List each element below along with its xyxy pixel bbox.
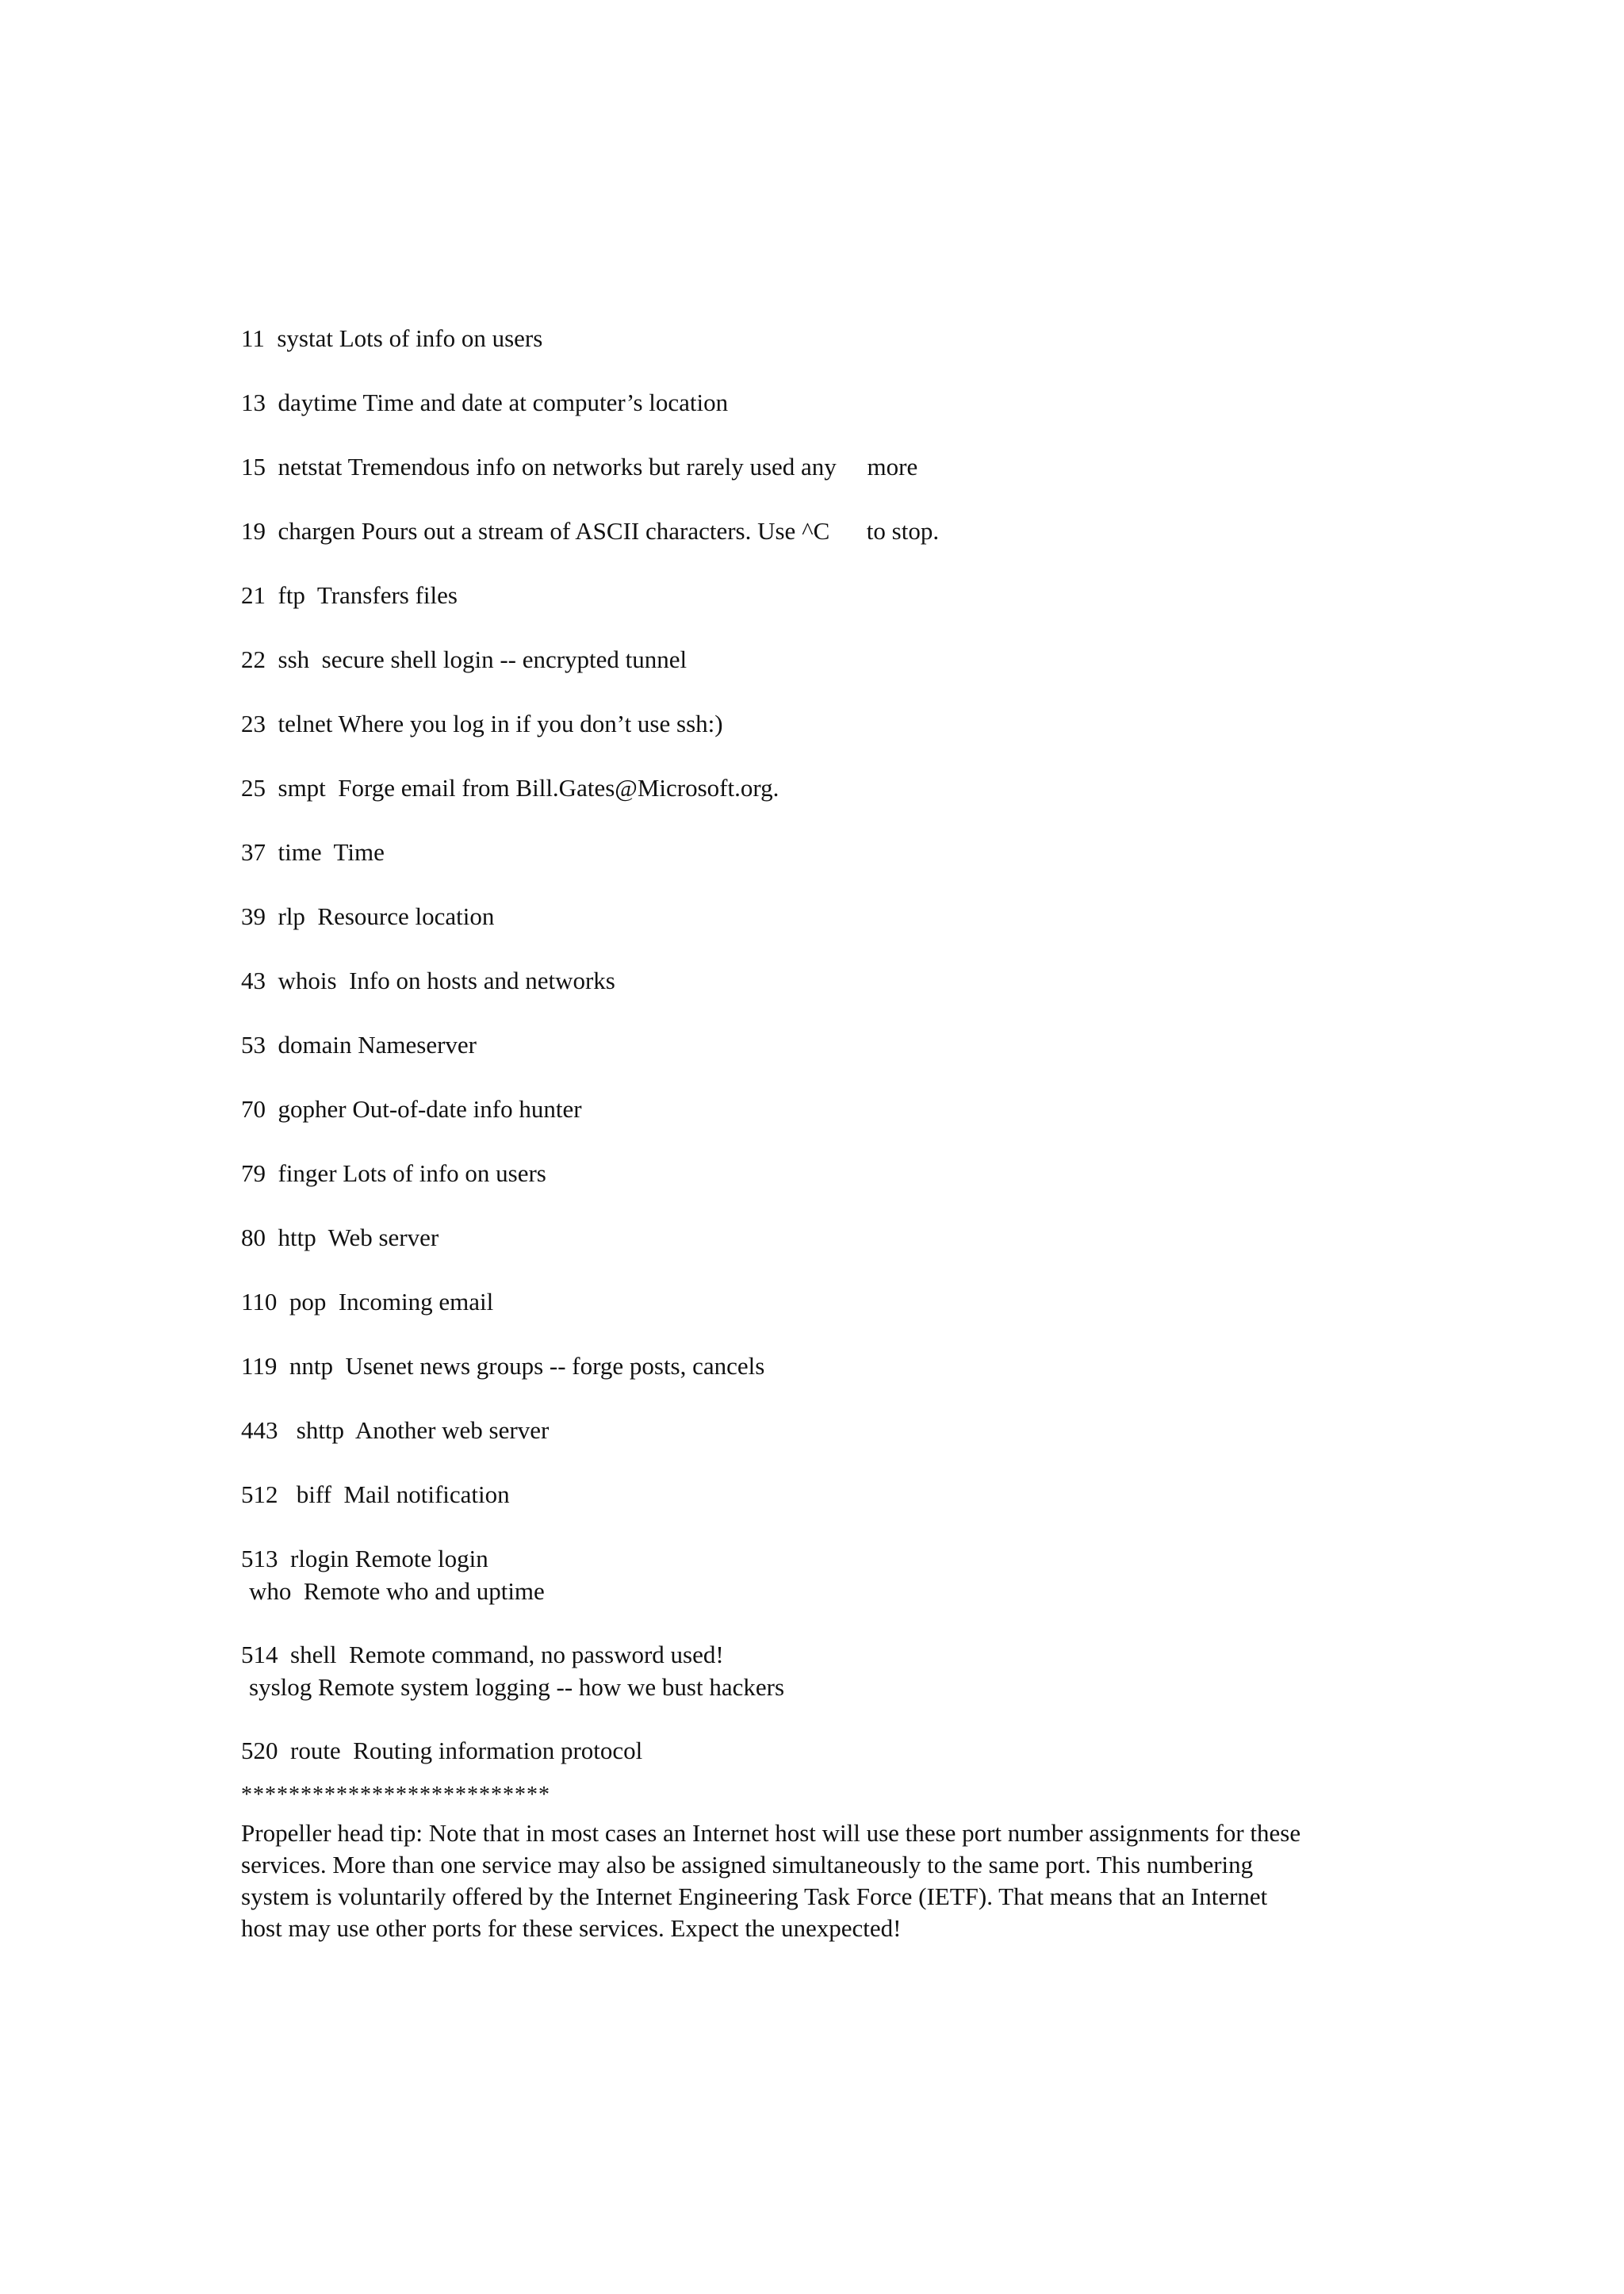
tip-line-4: host may use other ports for these services. Expect the unexpected! [241,1914,902,1942]
separator-stars: ************************** [241,1783,550,1807]
tip-line-2: services. More than one service may also be assigned simultaneously to the same port. This numbering [241,1851,1254,1878]
port-line-520: 520 route Routing information protocol [241,1737,643,1764]
port-line-37: 37 time Time [241,838,385,866]
port-line-80: 80 http Web server [241,1224,439,1251]
port-line-43: 43 whois Info on hosts and networks [241,967,615,994]
port-line-79: 79 finger Lots of info on users [241,1159,546,1187]
port-line-39: 39 rlp Resource location [241,902,495,930]
port-line-19: 19 chargen Pours out a stream of ASCII characters. Use ^C to stop. [241,517,940,545]
port-line-22: 22 ssh secure shell login -- encrypted tunnel [241,645,688,673]
port-line-119: 119 nntp Usenet news groups -- forge posts, cancels [241,1352,765,1380]
tip-line-1: Propeller head tip: Note that in most cases an Internet host will use these port number assignments for these [241,1819,1301,1847]
port-line-70: 70 gopher Out-of-date info hunter [241,1095,582,1123]
port-line-513: 513 rlogin Remote login [241,1545,488,1572]
port-line-23: 23 telnet Where you log in if you don’t use ssh:) [241,710,723,737]
port-line-11: 11 systat Lots of info on users [241,324,543,352]
port-line-21: 21 ftp Transfers files [241,581,458,609]
port-line-513-who: who Remote who and uptime [249,1577,545,1605]
port-line-110: 110 pop Incoming email [241,1288,494,1316]
port-line-13: 13 daytime Time and date at computer’s location [241,389,729,416]
port-line-15: 15 netstat Tremendous info on networks but rarely used any more [241,453,918,481]
port-line-514: 514 shell Remote command, no password used! [241,1641,724,1668]
port-line-514-syslog: syslog Remote system logging -- how we bust hackers [249,1673,785,1701]
propeller-head-tip [241,1817,1399,1944]
port-line-443: 443 shttp Another web server [241,1416,550,1444]
tip-line-3: system is voluntarily offered by the Internet Engineering Task Force (IETF). That means that an Internet [241,1882,1268,1910]
port-line-512: 512 biff Mail notification [241,1480,510,1508]
port-line-25: 25 smpt Forge email from Bill.Gates@Microsoft.org. [241,774,779,802]
port-line-53: 53 domain Nameserver [241,1031,477,1059]
